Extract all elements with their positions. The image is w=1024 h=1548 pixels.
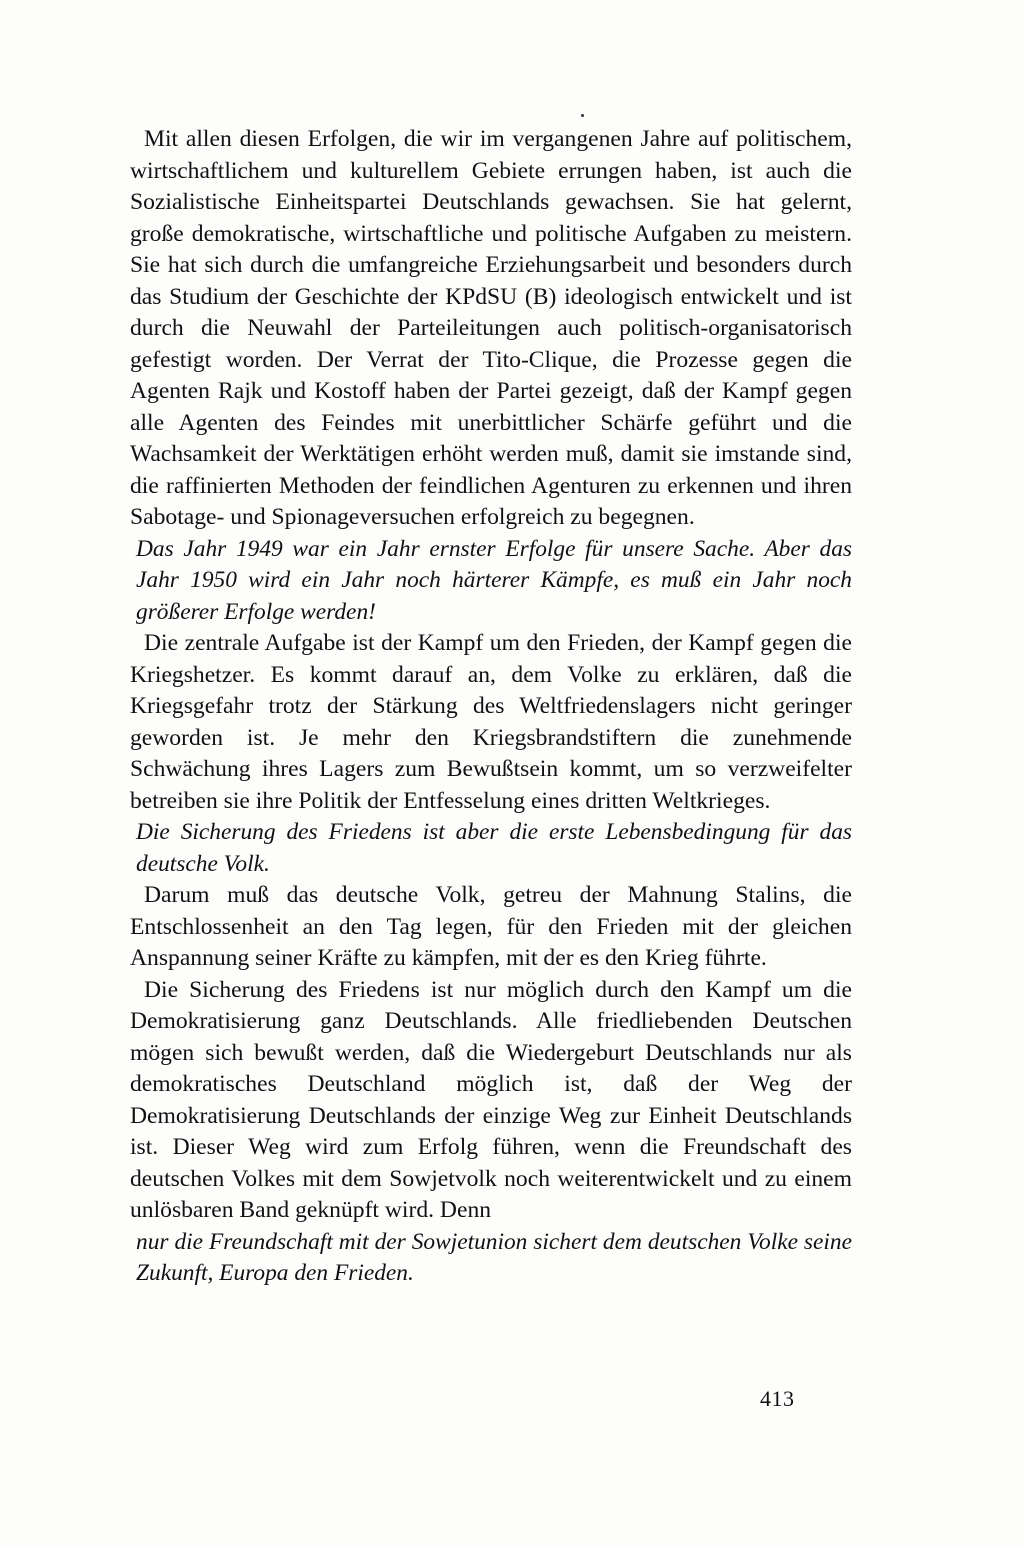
paragraph-emphasis-friendship: nur die Freundschaft mit der Sowjetunion sichert dem deutschen Volke seine Zukunft, Europa den Frieden. [136,1228,852,1286]
body-text [130,124,852,1290]
paragraph-fight-for-peace: Die zentrale Aufgabe ist der Kampf um den Frieden, der Kampf gegen die Kriegshetzer. Es kommt darauf an, dem Volke zu erklären, daß die Kriegsgefahr trotz der Stärkung des Weltfriedenslagers nicht geringer geworden ist. Je mehr den Kriegsbrandstiftern die zunehmende Schwächung ihres Lagers zum Bewußtsein kommt, um so verzweifelter betreiben sie ihre Politik der Entfesselung eines dritten Weltkrieges. [130,630,852,814]
paragraph-emphasis-1949-1950: Das Jahr 1949 war ein Jahr ernster Erfolge für unsere Sache. Aber das Jahr 1950 wird ein Jahr noch härterer Kämpfe, es muß ein Jahr noch größerer Erfolge werden! [136,535,852,625]
page-number: 413 [760,1386,795,1411]
paragraph-emphasis-peace-condition: Die Sicherung des Friedens ist aber die erste Lebensbedingung für das deutsche Volk. [136,819,852,877]
print-speck [581,114,584,117]
paragraph-democratization: Die Sicherung des Friedens ist nur möglich durch den Kampf um die Demokratisierung ganz Deutschlands. Alle friedliebenden Deutschen mögen sich bewußt werden, daß die Wiedergeburt Deutschlands nur als demokratisches Deutschland möglich ist, daß der Weg der Demokratisierung Deutschlands der einzige Weg zur Einheit Deutschlands ist. Dieser Weg wird zum Erfolg führen, wenn die Freundschaft des deutschen Volkes mit dem Sowjetvolk noch weiterentwickelt und zu einem unlösbaren Band geknüpft wird. Denn [130,976,852,1223]
paragraph-stalin-warning: Darum muß das deutsche Volk, getreu der Mahnung Stalins, die Entschlossenheit an den Tag legen, für den Frieden mit der gleichen Anspannung seiner Kräfte zu kämpfen, mit der es den Krieg führte. [130,882,852,971]
paragraph-successes: Mit allen diesen Erfolgen, die wir im vergangenen Jahre auf politischem, wirtschaftlichem und kulturellem Gebiete errungen haben, ist auch die Sozialistische Einheitspartei Deutschlands gewachsen. Sie hat gelernt, große demokratische, wirtschaftliche und politische Aufgaben zu meistern. Sie hat sich durch die umfangreiche Erziehungsarbeit und besonders durch das Studium der Geschichte der KPdSU (B) ideologisch entwickelt und ist durch die Neuwahl der Parteileitungen auch politisch-organisatorisch gefestigt worden. Der Verrat der Tito-Clique, die Prozesse gegen die Agenten Rajk und Kostoff haben der Partei gezeigt, daß der Kampf gegen alle Agenten des Feindes mit unerbittlicher Schärfe geführt und die Wachsamkeit der Werktätigen erhöht werden muß, damit sie imstande sind, die raffinierten Methoden der feindlichen Agenturen zu erkennen und ihren Sabotage- und Spionageversuchen erfolgreich zu begegnen. [130,126,852,530]
